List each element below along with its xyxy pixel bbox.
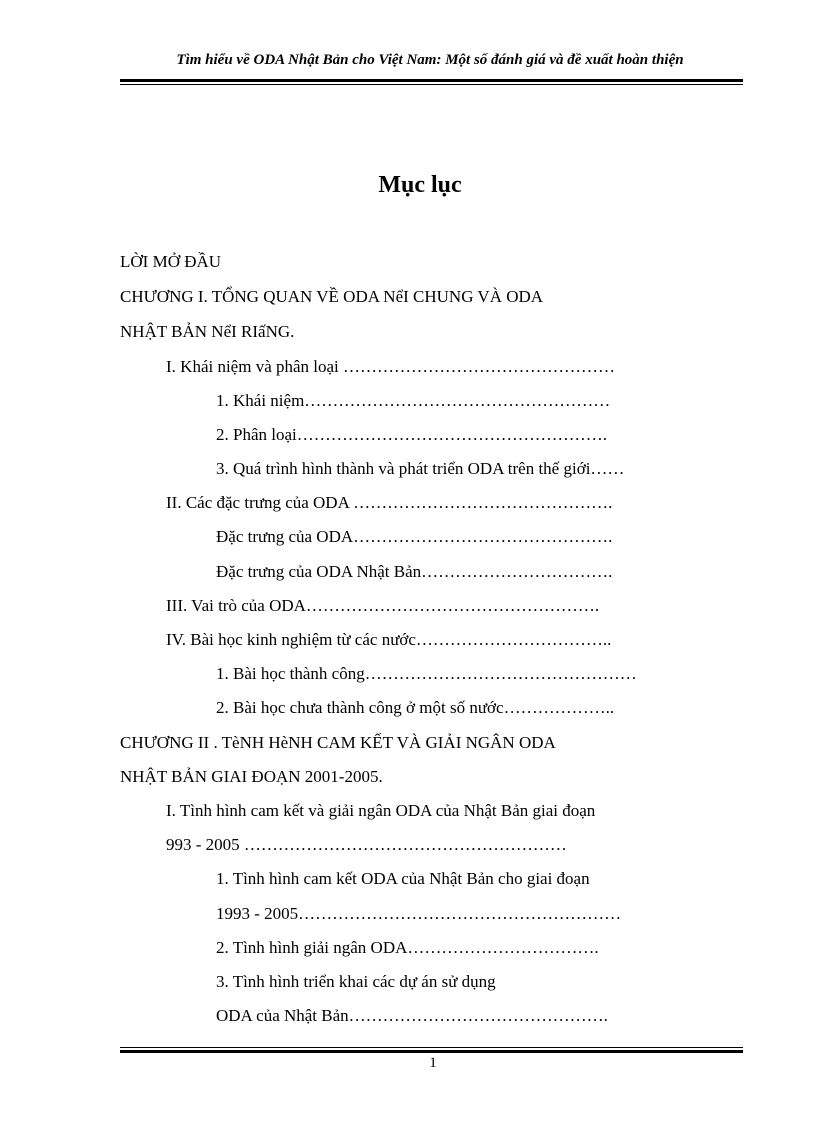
toc-entry: I. Khái niệm và phân loại ………………………………………… <box>166 357 616 376</box>
toc-entry: 1. Bài học thành công………………………………………… <box>216 664 637 683</box>
running-header-title: Tìm hiểu về ODA Nhật Bản cho Việt Nam: Một số đánh giá và đề xuất hoàn thiện <box>176 52 684 68</box>
toc-entry: 993 - 2005 ………………………………………………… <box>166 835 567 854</box>
toc-entry: Đặc trưng của ODA………………………………………. <box>216 527 613 546</box>
toc-entry: IV. Bài học kinh nghiệm từ các nước…………………………….. <box>166 630 612 649</box>
toc-entry: 1993 - 2005………………………………………………… <box>216 904 622 923</box>
toc-entry: CHƯƠNG II . TèNH HèNH CAM KẾT VÀ GIẢI NGÂN ODA <box>120 733 556 752</box>
toc-entry: ODA của Nhật Bản………………………………………. <box>216 1006 608 1025</box>
page-number: 1 <box>429 1055 437 1071</box>
toc-entry: LỜI MỞ ĐẦU <box>120 252 222 271</box>
toc-entry: 1. Khái niệm……………………………………………… <box>216 391 611 410</box>
toc-entry: 2. Tình hình giải ngân ODA……………………………. <box>216 938 599 957</box>
toc-entry: NHẬT BẢN GIAI ĐOẠN 2001-2005. <box>120 767 383 786</box>
toc-entry: III. Vai trò của ODA……………………………………………. <box>166 596 600 615</box>
toc-entry: II. Các đặc trưng của ODA ………………………………………. <box>166 493 613 512</box>
toc-entry: 2. Bài học chưa thành công ở một số nước……………….. <box>216 698 615 717</box>
toc-entry: 1. Tình hình cam kết ODA của Nhật Bản cho giai đoạn <box>216 869 590 888</box>
toc-entry: CHƯƠNG I. TỔNG QUAN VỀ ODA NểI CHUNG VÀ ODA <box>120 287 544 306</box>
toc-entry: Đặc trưng của ODA Nhật Bản……………………………. <box>216 562 613 581</box>
toc-entry: 2. Phân loại………………………………………………. <box>216 425 607 444</box>
page-title: Mục lục <box>378 172 462 198</box>
footer-rule <box>120 1047 743 1053</box>
toc-entry: I. Tình hình cam kết và giải ngân ODA của Nhật Bản giai đoạn <box>166 801 596 820</box>
toc-entry: NHẬT BẢN NểI RIấNG. <box>120 322 295 341</box>
toc-entry: 3. Tình hình triển khai các dự án sử dụng <box>216 972 496 991</box>
toc-entry: 3. Quá trình hình thành và phát triển ODA trên thế giới…… <box>216 459 625 478</box>
